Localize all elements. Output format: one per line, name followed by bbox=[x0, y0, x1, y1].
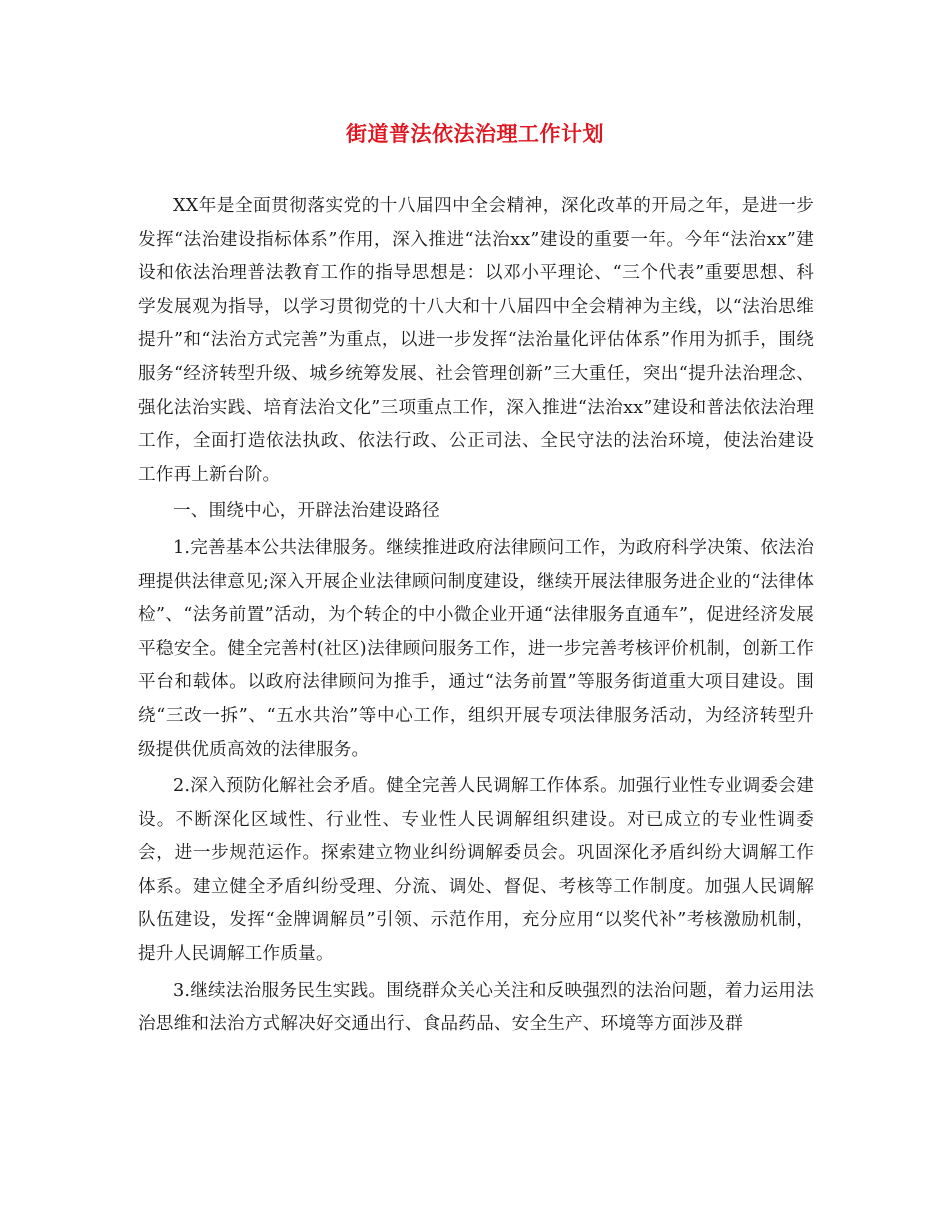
document-body bbox=[138, 190, 814, 1045]
paragraph-item-3: 3.继续法治服务民生实践。围绕群众关心关注和反映强烈的法治问题，着力运用法治思维和法治方式解决好交通出行、食品药品、安全生产、环境等方面涉及群 bbox=[138, 980, 814, 1035]
document-title: 街道普法依法治理工作计划 bbox=[346, 121, 604, 146]
paragraph-item-2: 2.深入预防化解社会矛盾。健全完善人民调解工作体系。加强行业性专业调委会建设。不断深化区域性、行业性、专业性人民调解组织建设。对已成立的专业性调委会，进一步规范运作。探索建立物业纠纷调解委员会。巩固深化矛盾纠纷大调解工作体系。建立健全矛盾纠纷受理、分流、调处、督促、考核等工作制度。加强人民调解队伍建设，发挥“金牌调解员”引领、示范作用，充分应用“以奖代补”考核激励机制，提升人民调解工作质量。 bbox=[138, 776, 814, 965]
paragraph-intro: XX年是全面贯彻落实党的十八届四中全会精神，深化改革的开局之年，是进一步发挥“法治建设指标体系”作用，深入推进“法治xx”建设的重要一年。今年“法治xx”建设和依法治理普法教育工作的指导思想是：以邓小平理论、“三个代表”重要思想、科学发展观为指导，以学习贯彻党的十八大和十八届四中全会精神为主线，以“法治思维提升”和“法治方式完善”为重点，以进一步发挥“法治量化评估体系”作用为抓手，围绕服务“经济转型升级、城乡统筹发展、社会管理创新”三大重任，突出“提升法治理念、强化法治实践、培育法治文化”三项重点工作，深入推进“法治xx”建设和普法依法治理工作，全面打造依法执政、依法行政、公正司法、全民守法的法治环境，使法治建设工作再上新台阶。 bbox=[138, 196, 814, 485]
paragraph-item-1: 1.完善基本公共法律服务。继续推进政府法律顾问工作，为政府科学决策、依法治理提供法律意见;深入开展企业法律顾问制度建设，继续开展法律服务进企业的“法律体检”、“法务前置”活动，为个转企的中小微企业开通“法律服务直通车”，促进经济发展平稳安全。健全完善村(社区)法律顾问服务工作，进一步完善考核评价机制，创新工作平台和载体。以政府法律顾问为推手，通过“法务前置”等服务街道重大项目建设。围绕“三改一拆”、“五水共治”等中心工作，组织开展专项法律服务活动，为经济转型升级提供优质高效的法律服务。 bbox=[138, 537, 814, 760]
section-heading: 一、围绕中心，开辟法治建设路径 bbox=[173, 501, 440, 522]
